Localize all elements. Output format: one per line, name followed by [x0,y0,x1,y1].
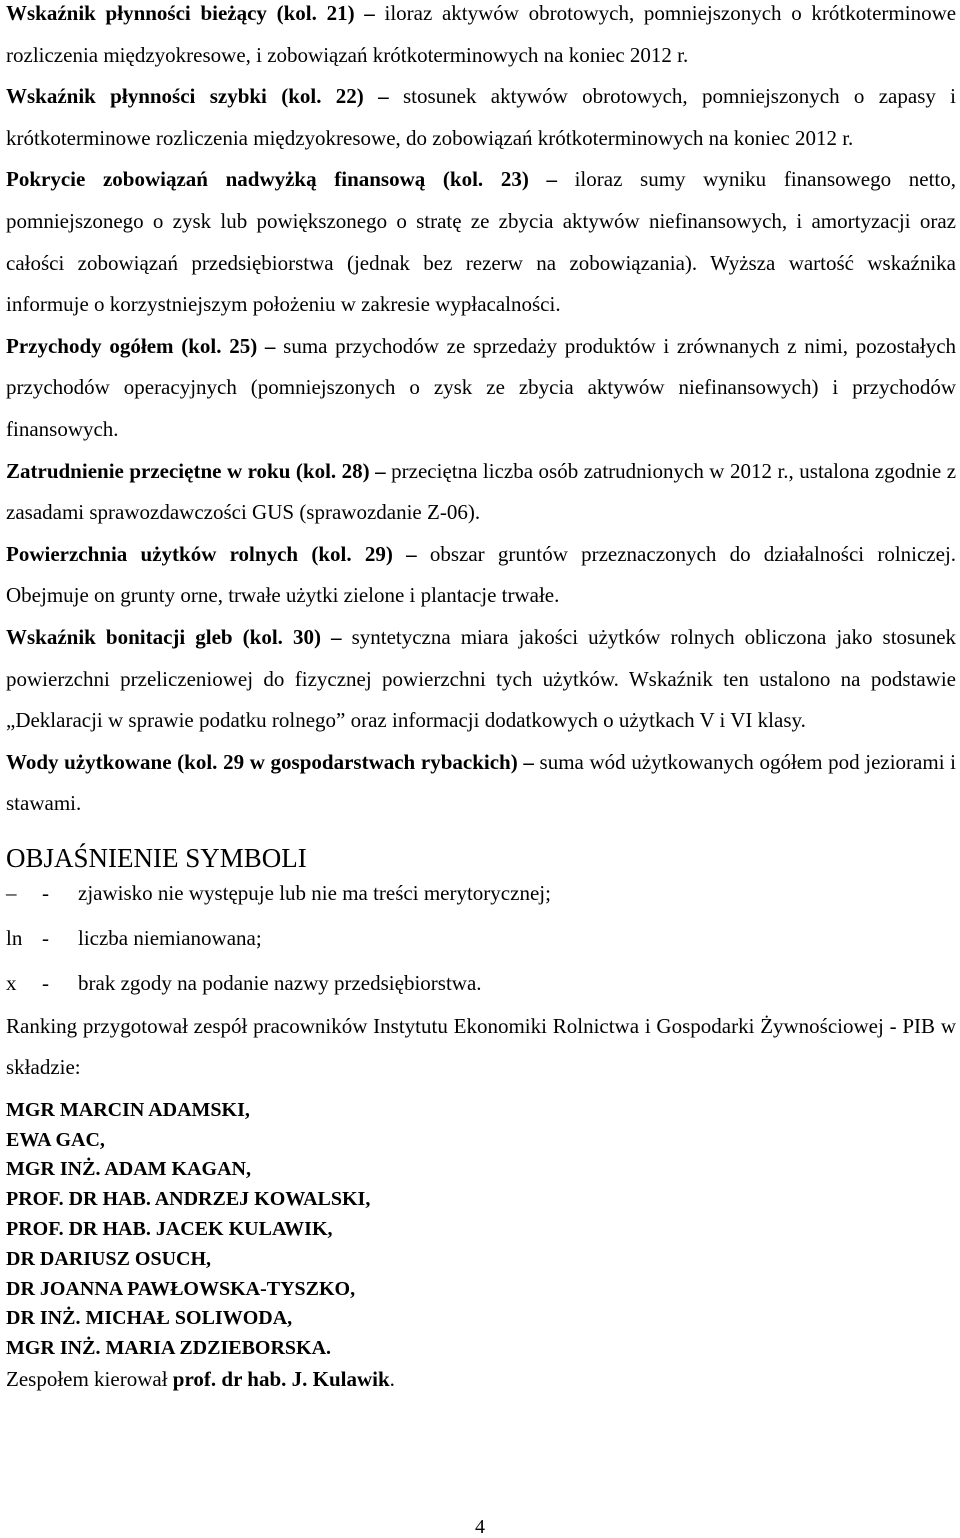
definition-column-ref: (kol. 28) [295,458,370,483]
definition-column-ref: (kol. 22) [281,84,364,109]
team-lead-suffix: . [389,1367,395,1392]
team-member: PROF. DR HAB. JACEK KULAWIK, [6,1218,333,1241]
symbol-meaning: zjawisko nie występuje lub nie ma treści merytorycznej; [78,880,551,905]
definition-soil-quality-index [6,617,956,742]
team-member: MGR MARCIN ADAMSKI, [6,1098,250,1121]
definition-total-revenue [6,326,956,451]
team-list [6,1096,956,1364]
symbol-glyph: x [6,970,17,995]
symbol-separator: - [42,880,49,905]
definition-text: stosunek aktywów obrotowych, pomniejszonych o zapasy i krótkoterminowe rozliczenia międzyokresowe, do zobowiązań krótkoterminowych na koniec 2012 r. [6,84,957,150]
definition-term: Wody użytkowane [6,749,172,774]
team-member: DR DARIUSZ OSUCH, [6,1247,212,1270]
definition-text: suma wód użytkowanych ogółem pod jeziorami i stawami. [6,749,957,816]
definition-dash: – [264,333,276,358]
definition-column-ref: (kol. 29) [311,541,393,566]
definition-term: Powierzchnia użytków rolnych [6,541,299,566]
definition-column-ref: (kol. 23) [442,167,529,192]
definition-dash: – [331,624,342,649]
team-member: PROF. DR HAB. ANDRZEJ KOWALSKI, [6,1188,371,1211]
definition-dash: – [378,84,389,109]
definition-current-liquidity [6,0,956,76]
definition-text: iloraz aktywów obrotowych, pomniejszonych o krótkoterminowe rozliczenia międzyokresowe, i zobowiązań krótkoterminowych na koniec 2012 r. [6,1,957,67]
definition-column-ref: (kol. 21) [276,1,355,25]
definition-waters-used [6,742,956,825]
definition-quick-liquidity [6,76,956,159]
definition-column-ref: (kol. 30) [242,624,321,649]
definition-text: przeciętna liczba osób zatrudnionych w 2012 r., ustalona zgodnie z zasadami sprawozdawczości GUS (sprawozdanie Z-06). [6,458,957,525]
team-member: DR INŻ. MICHAŁ SOLIWODA, [6,1307,293,1330]
symbol-item [6,916,956,961]
definition-dash: – [406,541,417,566]
document-page [6,0,956,1394]
definition-dash: – [523,749,534,774]
definition-text: suma przychodów ze sprzedaży produktów i zrównanych z nimi, pozostałych przychodów operacyjnych (pomniejszonych o zysk ze zbycia aktywów niefinansowych) i przychodów finansowych. [6,333,957,441]
definition-term: Wskaźnik bonitacji gleb [6,624,233,649]
definition-text: iloraz sumy wyniku finansowego netto, pomniejszonego o zysk lub powiększonego o stratę ze zbycia aktywów niefinansowych, i amortyzacji oraz całości zobowiązań przedsiębiorstwa (jednak bez rezerw na zobowiązania). Wyższa wartość wskaźnika informuje o korzystniejszym położeniu w zakresie wypłacalności. [6,167,957,317]
team-member: EWA GAC, [6,1128,105,1151]
definition-term: Pokrycie zobowiązań nadwyżką finansową [6,167,426,192]
definition-term: Zatrudnienie przeciętne w roku [6,458,291,483]
symbol-glyph: – [6,880,17,905]
definition-dash: – [375,458,386,483]
page-number: 4 [475,1516,485,1538]
team-lead-line [6,1364,956,1394]
credits-intro: Ranking przygotował zespół pracowników Instytutu Ekonomiki Rolnictwa i Gospodarki Żywnościowej - PIB w składzie: [6,1013,956,1079]
definition-dash: – [546,167,557,192]
definition-agricultural-area [6,534,956,617]
team-lead-prefix: Zespołem kierował [6,1367,173,1392]
definition-term: Wskaźnik płynności bieżący [6,1,267,25]
symbol-meaning: liczba niemianowana; [78,925,262,950]
definition-column-ref: (kol. 29 w gospodarstwach rybackich) [177,749,518,774]
definition-debt-coverage [6,159,956,325]
team-member: DR JOANNA PAWŁOWSKA-TYSZKO, [6,1277,356,1300]
definition-dash: – [364,1,375,25]
team-member: MGR INŻ. MARIA ZDZIEBORSKA. [6,1337,332,1360]
symbol-glyph: ln [6,925,23,950]
team-member: MGR INŻ. ADAM KAGAN, [6,1158,251,1181]
symbol-item [6,961,956,1006]
symbol-item [6,871,956,916]
definition-term: Wskaźnik płynności szybki [6,84,267,109]
definition-average-employment [6,451,956,534]
symbols-heading: OBJAŚNIENIE SYMBOLI [6,842,307,873]
team-lead-name: prof. dr hab. J. Kulawik [172,1367,390,1392]
symbol-separator: - [42,925,49,950]
symbol-meaning: brak zgody na podanie nazwy przedsiębiorstwa. [78,970,482,995]
definition-text: obszar gruntów przeznaczonych do działalności rolniczej. Obejmuje on grunty orne, trwałe użytki zielone i plantacje trwałe. [6,541,957,608]
symbol-separator: - [42,970,49,995]
definition-text: syntetyczna miara jakości użytków rolnych obliczona jako stosunek powierzchni przeliczeniowej do fizycznej powierzchni tych użytków. Wskaźnik ten ustalono na podstawie „Deklaracji w sprawie podatku rolnego” oraz informacji dodatkowych o użytkach V i VI klasy. [6,624,957,733]
definition-term: Przychody ogółem [6,333,174,358]
definition-column-ref: (kol. 25) [181,333,258,358]
